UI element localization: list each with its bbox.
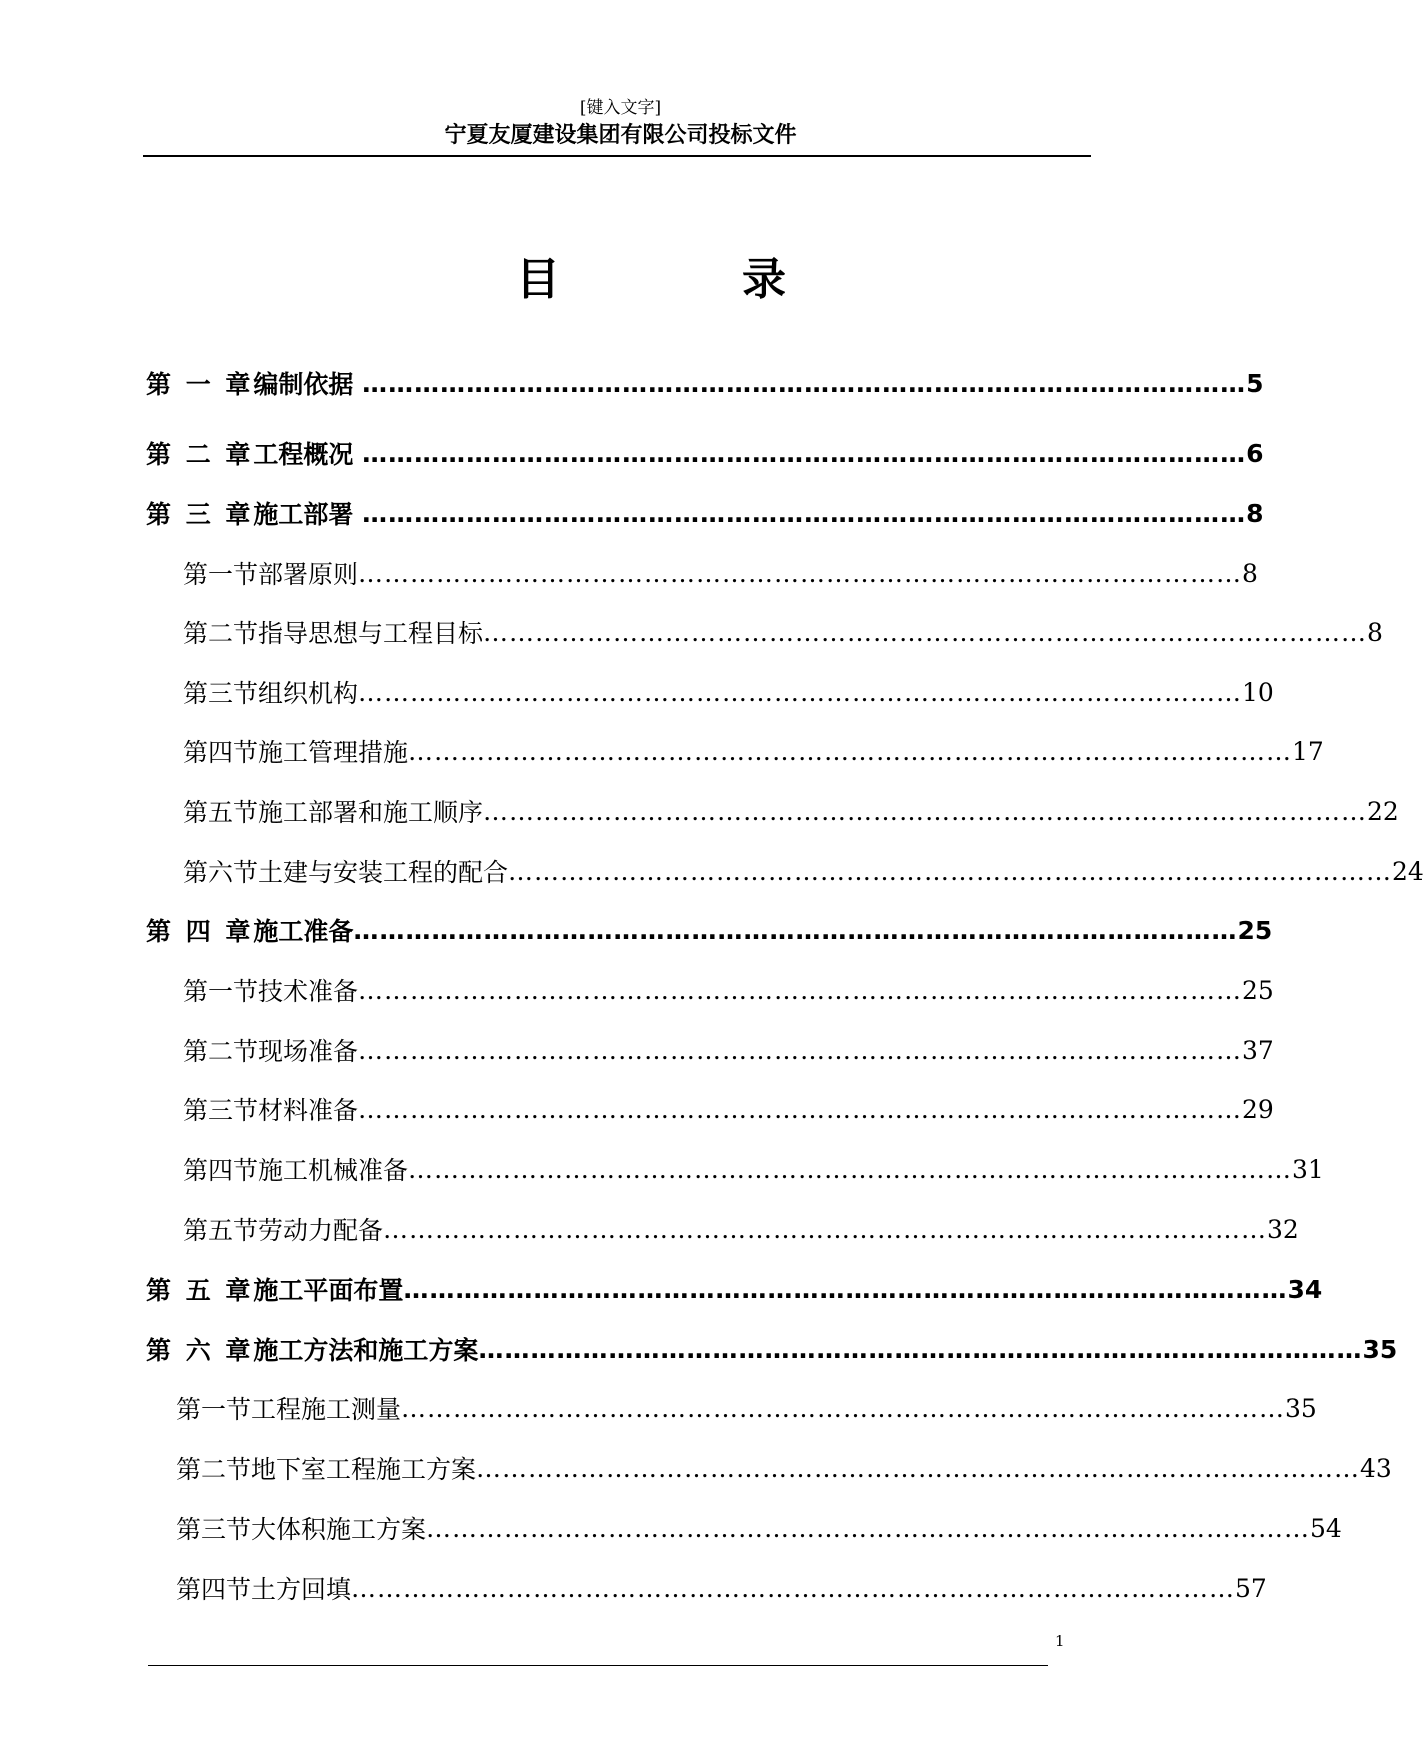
toc-entry-label: 第 二 章 xyxy=(146,440,254,469)
toc-entry-section[interactable] xyxy=(183,853,1424,889)
toc-entry-page: 8 xyxy=(1246,498,1264,528)
toc-entry-page: 10 xyxy=(1242,677,1274,707)
toc-dot-leader: ………………………………………………………………………………………… xyxy=(426,1513,1311,1543)
toc-entry-page: 37 xyxy=(1242,1035,1274,1065)
toc-entry-section[interactable] xyxy=(176,1570,1267,1606)
header-divider xyxy=(143,155,1091,157)
toc-dot-leader: ………………………………………………………………………………………… xyxy=(476,1453,1361,1483)
toc-entry-title: 现场准备 xyxy=(258,1037,359,1066)
toc-entry-title: 材料准备 xyxy=(258,1096,359,1125)
toc-dot-leader: ………………………………………………………………………………………… xyxy=(353,915,1238,945)
toc-entry-page: 43 xyxy=(1360,1453,1392,1483)
toc-entry-label: 第 三 章 xyxy=(146,500,254,529)
footer-divider xyxy=(148,1665,1048,1666)
toc-entry-title: 组织机构 xyxy=(258,679,359,708)
toc-entry-label: 第 四 章 xyxy=(146,917,254,946)
toc-dot-leader: ………………………………………………………………………………………… xyxy=(508,856,1393,886)
toc-entry-title: 施工部署和施工顺序 xyxy=(258,798,484,827)
toc-entry-label: 第五节 xyxy=(183,1216,259,1245)
toc-entry-title: 指导思想与工程目标 xyxy=(258,619,484,648)
toc-dot-leader: ………………………………………………………………………………………… xyxy=(362,438,1247,468)
toc-entry-page: 31 xyxy=(1292,1154,1324,1184)
toc-entry-page: 35 xyxy=(1362,1334,1398,1364)
toc-dot-leader: ………………………………………………………………………………………… xyxy=(383,1214,1268,1244)
toc-dot-leader: ………………………………………………………………………………………… xyxy=(408,736,1293,766)
toc-entry-title: 施工平面布置 xyxy=(253,1276,404,1305)
toc-entry-title: 土建与安装工程的配合 xyxy=(258,858,509,887)
toc-entry-page: 32 xyxy=(1267,1214,1299,1244)
toc-entry-title: 工程施工测量 xyxy=(251,1395,402,1424)
toc-entry-section[interactable] xyxy=(183,1032,1274,1068)
toc-entry-chapter[interactable] xyxy=(146,495,1264,531)
toc-entry-label: 第 一 章 xyxy=(146,370,254,399)
toc-entry-title: 技术准备 xyxy=(258,977,359,1006)
toc-entry-chapter[interactable] xyxy=(146,912,1273,948)
toc-entry-section[interactable] xyxy=(183,1211,1299,1247)
toc-entry-page: 22 xyxy=(1367,796,1399,826)
toc-dot-leader: ………………………………………………………………………………………… xyxy=(362,498,1247,528)
toc-entry-title: 土方回填 xyxy=(251,1575,352,1604)
toc-dot-leader: ………………………………………………………………………………………… xyxy=(351,1573,1236,1603)
toc-entry-section[interactable] xyxy=(176,1510,1342,1546)
toc-entry-label: 第三节 xyxy=(176,1515,252,1544)
toc-entry-title: 部署原则 xyxy=(258,560,359,589)
toc-entry-page: 17 xyxy=(1292,736,1324,766)
toc-entry-section[interactable] xyxy=(183,1091,1274,1127)
toc-entry-title: 施工准备 xyxy=(253,917,354,946)
toc-entry-page: 57 xyxy=(1235,1573,1267,1603)
toc-entry-section[interactable] xyxy=(176,1450,1392,1486)
toc-entry-label: 第四节 xyxy=(183,1156,259,1185)
toc-entry-label: 第四节 xyxy=(183,738,259,767)
toc-entry-label: 第四节 xyxy=(176,1575,252,1604)
toc-entry-label: 第一节 xyxy=(183,560,259,589)
toc-dot-leader: ………………………………………………………………………………………… xyxy=(358,677,1243,707)
page-number: 1 xyxy=(1055,1632,1065,1650)
toc-entry-section[interactable] xyxy=(183,733,1324,769)
toc-entry-chapter[interactable] xyxy=(146,1271,1323,1307)
toc-entry-title: 施工管理措施 xyxy=(258,738,409,767)
toc-dot-leader: ………………………………………………………………………………………… xyxy=(408,1154,1293,1184)
toc-dot-leader: ………………………………………………………………………………………… xyxy=(401,1393,1286,1423)
toc-entry-page: 8 xyxy=(1367,617,1383,647)
toc-entry-title: 工程概况 xyxy=(253,440,363,469)
toc-dot-leader: ………………………………………………………………………………………… xyxy=(358,1094,1243,1124)
toc-entry-section[interactable] xyxy=(183,674,1274,710)
toc-dot-leader: ………………………………………………………………………………………… xyxy=(358,975,1243,1005)
toc-entry-page: 5 xyxy=(1246,368,1264,398)
toc-entry-section[interactable] xyxy=(183,1151,1324,1187)
toc-entry-label: 第三节 xyxy=(183,679,259,708)
toc-entry-section[interactable] xyxy=(183,555,1258,591)
toc-entry-title: 编制依据 xyxy=(253,370,363,399)
toc-entry-label: 第二节 xyxy=(183,1037,259,1066)
toc-entry-section[interactable] xyxy=(183,972,1274,1008)
toc-entry-page: 35 xyxy=(1285,1393,1317,1423)
toc-dot-leader: ………………………………………………………………………………………… xyxy=(483,796,1368,826)
toc-entry-page: 8 xyxy=(1242,558,1258,588)
toc-entry-label: 第三节 xyxy=(183,1096,259,1125)
toc-entry-title: 地下室工程施工方案 xyxy=(251,1455,477,1484)
toc-entry-page: 25 xyxy=(1242,975,1274,1005)
toc-dot-leader: ………………………………………………………………………………………… xyxy=(403,1274,1288,1304)
toc-heading xyxy=(0,250,1241,310)
toc-entry-label: 第六节 xyxy=(183,858,259,887)
toc-dot-leader: ………………………………………………………………………………………… xyxy=(358,1035,1243,1065)
toc-entry-page: 24 xyxy=(1392,856,1424,886)
toc-entry-label: 第 六 章 xyxy=(146,1336,254,1365)
toc-entry-page: 29 xyxy=(1242,1094,1274,1124)
toc-dot-leader: ………………………………………………………………………………………… xyxy=(483,617,1368,647)
toc-heading-char-1: 目 xyxy=(516,254,560,305)
toc-entry-label: 第二节 xyxy=(176,1455,252,1484)
toc-entry-label: 第一节 xyxy=(176,1395,252,1424)
toc-entry-title: 大体积施工方案 xyxy=(251,1515,427,1544)
toc-entry-page: 6 xyxy=(1246,438,1264,468)
toc-entry-label: 第二节 xyxy=(183,619,259,648)
toc-entry-chapter[interactable] xyxy=(146,435,1264,471)
toc-entry-page: 25 xyxy=(1237,915,1273,945)
toc-entry-section[interactable] xyxy=(183,793,1399,829)
toc-entry-title: 施工方法和施工方案 xyxy=(253,1336,479,1365)
toc-entry-chapter[interactable] xyxy=(146,365,1264,401)
header-placeholder-text: [键入文字] xyxy=(579,98,662,118)
toc-dot-leader: ………………………………………………………………………………………… xyxy=(362,368,1247,398)
toc-entry-section[interactable] xyxy=(183,614,1383,650)
toc-dot-leader: ………………………………………………………………………………………… xyxy=(358,558,1243,588)
toc-dot-leader: ………………………………………………………………………………………… xyxy=(478,1334,1363,1364)
toc-entry-page: 34 xyxy=(1287,1274,1323,1304)
toc-entry-title: 施工部署 xyxy=(253,500,363,529)
toc-entry-label: 第五节 xyxy=(183,798,259,827)
toc-entry-label: 第 五 章 xyxy=(146,1276,254,1305)
toc-entry-title: 劳动力配备 xyxy=(258,1216,384,1245)
header-document-title: 宁夏友厦建设集团有限公司投标文件 xyxy=(444,123,797,148)
toc-heading-char-2: 录 xyxy=(742,254,786,305)
toc-entry-section[interactable] xyxy=(176,1390,1317,1426)
toc-entry-page: 54 xyxy=(1310,1513,1342,1543)
toc-entry-title: 施工机械准备 xyxy=(258,1156,409,1185)
toc-entry-label: 第一节 xyxy=(183,977,259,1006)
toc-entry-chapter[interactable] xyxy=(146,1331,1398,1367)
